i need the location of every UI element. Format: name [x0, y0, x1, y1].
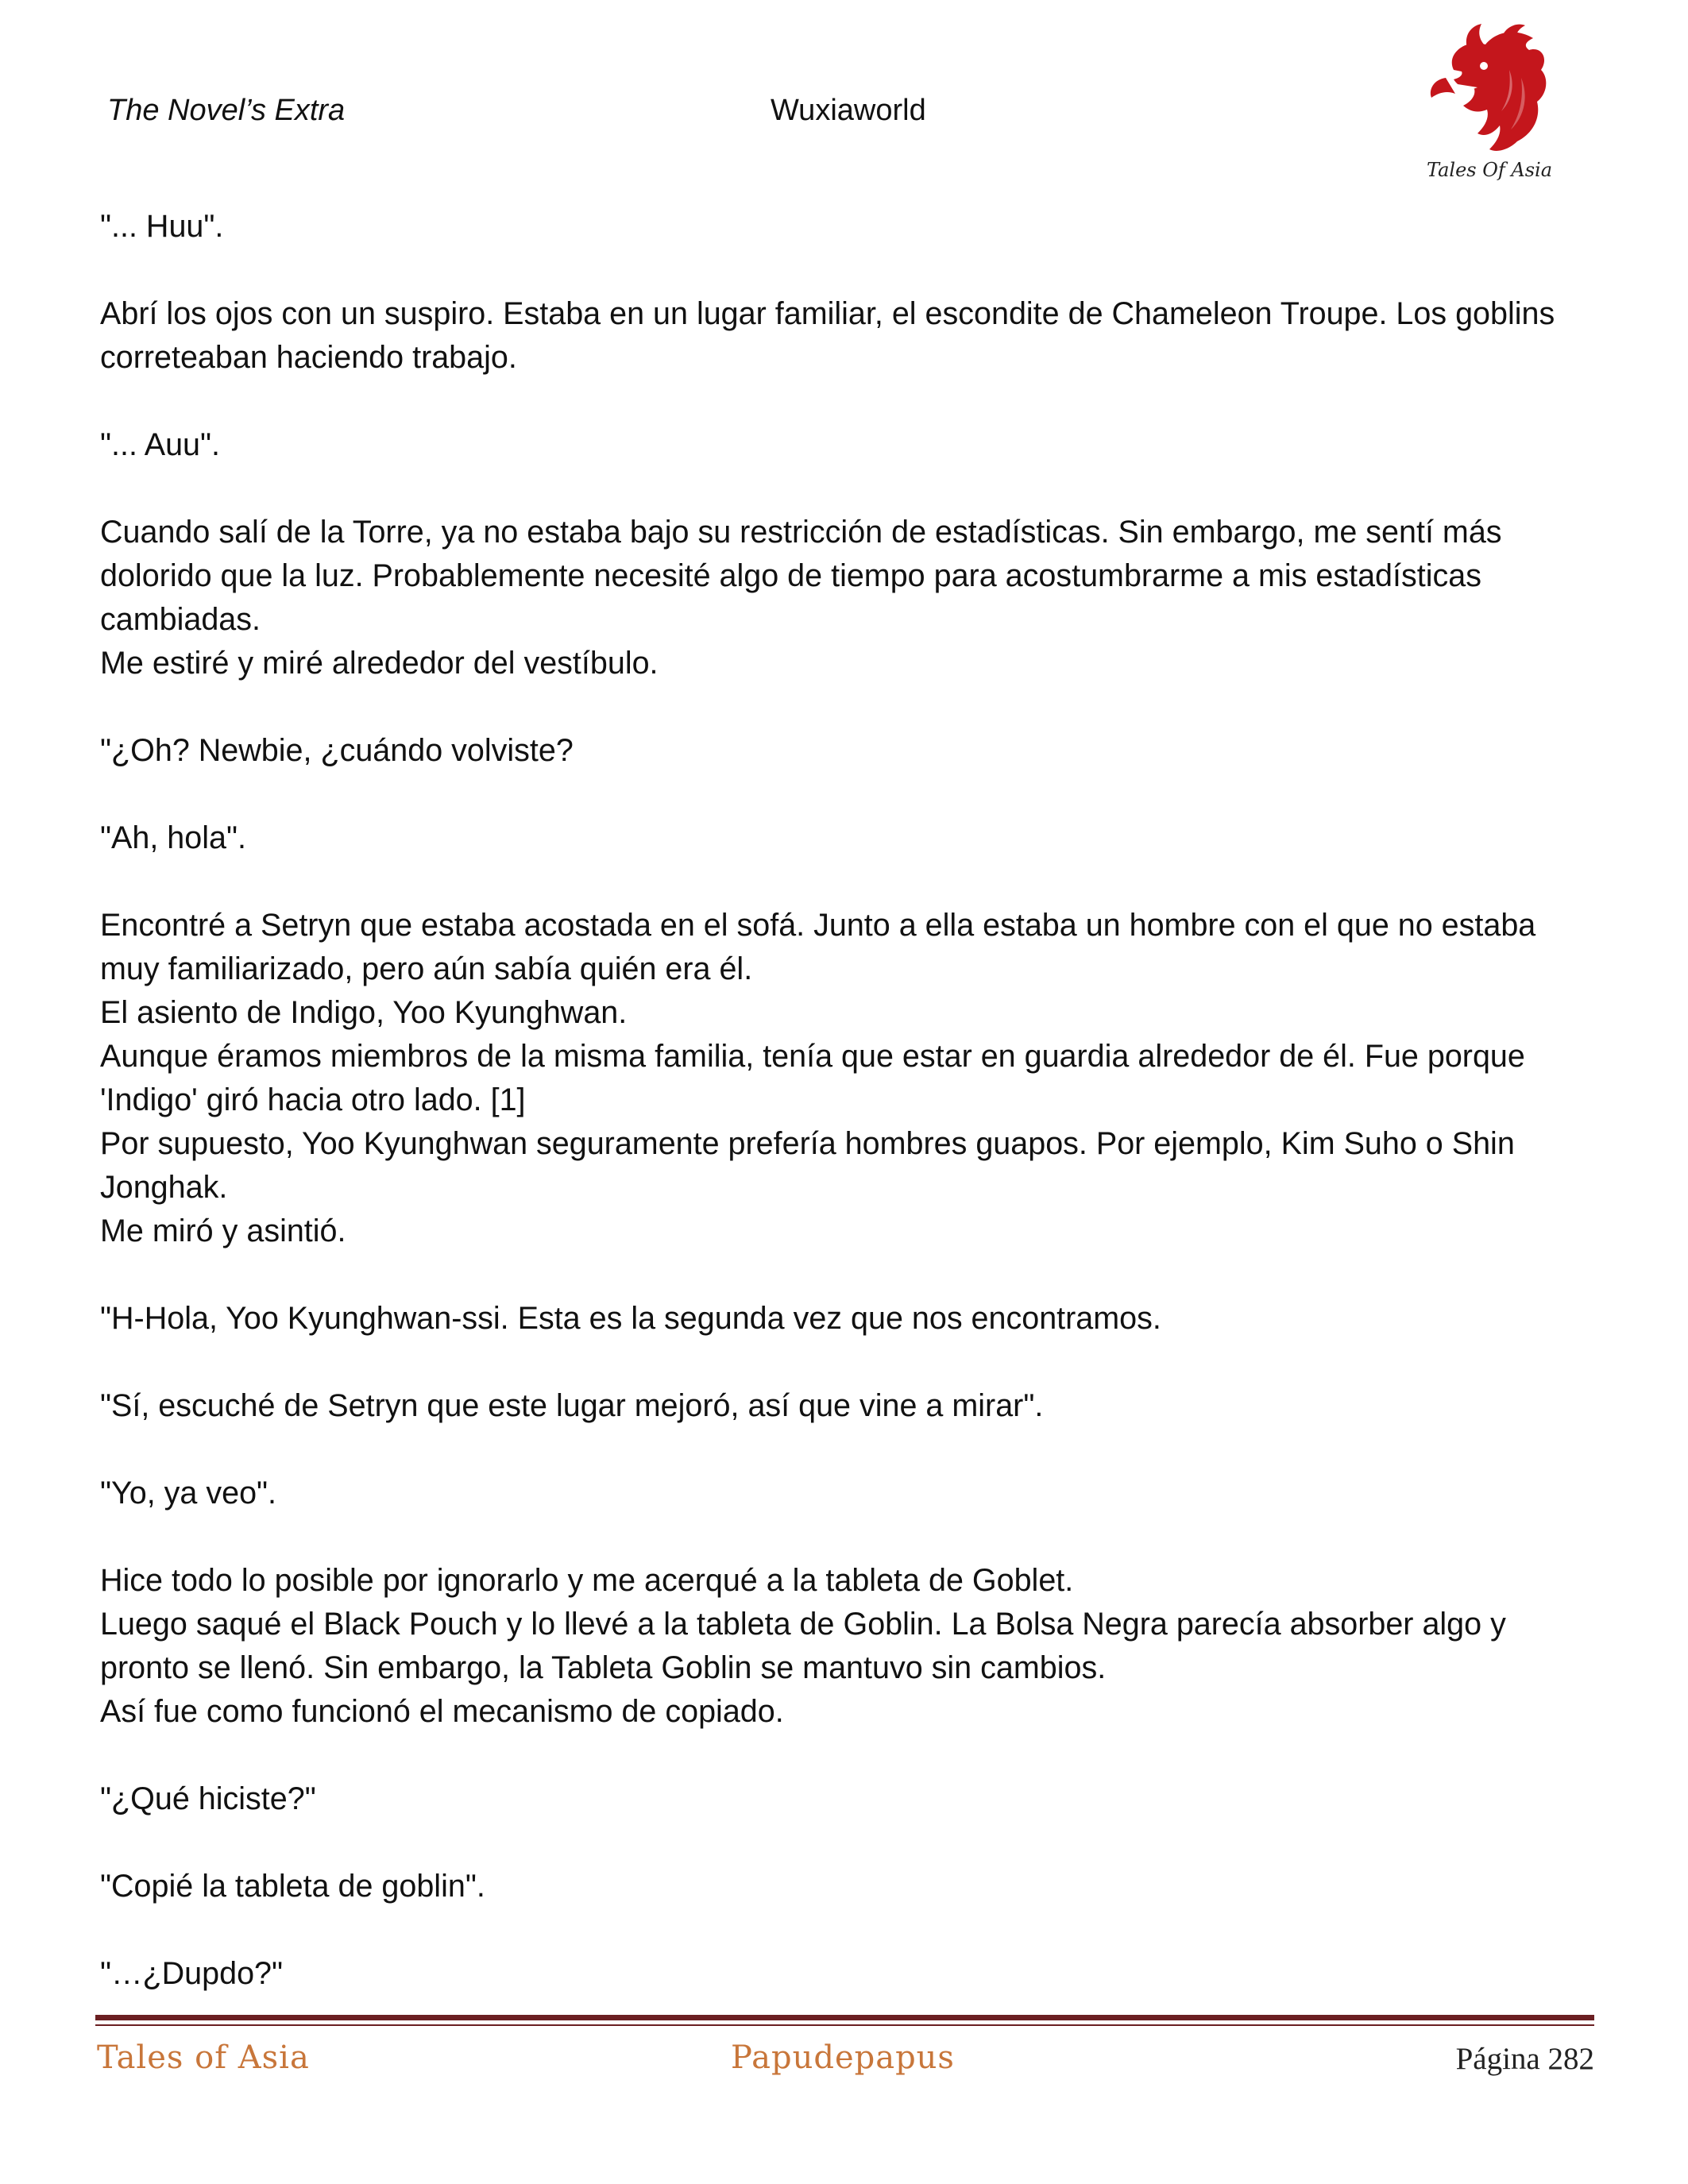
paragraph: Aunque éramos miembros de la misma familia, tenía que estar en guardia alrededor de él. Fue porque 'Indigo' giró hacia otro lado. [1]	[100, 1039, 1525, 1117]
footer-translator: Papudepapus	[731, 2039, 955, 2076]
tales-of-asia-logo	[1422, 22, 1557, 189]
page-header	[0, 0, 1688, 199]
logo-text: Tales Of Asia	[1426, 159, 1553, 181]
paragraph: "…¿Dupdo?"	[100, 1956, 284, 1991]
paragraph: "Ah, hola".	[100, 820, 246, 855]
paragraph: "... Huu".	[100, 209, 224, 244]
book-title: The Novel’s Extra	[107, 94, 346, 127]
paragraph: "H-Hola, Yoo Kyunghwan-ssi. Esta es la segunda vez que nos encontramos.	[100, 1301, 1161, 1336]
paragraph: Cuando salí de la Torre, ya no estaba bajo su restricción de estadísticas. Sin embargo, me sentí más dolorido que la luz. Probablemente necesité algo de tiempo para acostumbrarme a mis estadísticas cambiadas.	[100, 515, 1502, 637]
paragraph: Me miró y asintió.	[100, 1214, 346, 1248]
chapter-text	[100, 205, 1593, 1996]
paragraph: Así fue como funcionó el mecanismo de copiado.	[100, 1694, 784, 1729]
paragraph: "Copié la tableta de goblin".	[100, 1869, 485, 1904]
paragraph: Me estiré y miré alrededor del vestíbulo.	[100, 646, 659, 681]
paragraph: Hice todo lo posible por ignorarlo y me acerqué a la tableta de Goblet.	[100, 1563, 1074, 1598]
page-number: Página 282	[1455, 2042, 1594, 2076]
paragraph: "Sí, escuché de Setryn que este lugar mejoró, así que vine a mirar".	[100, 1388, 1044, 1423]
paragraph: Luego saqué el Black Pouch y lo llevé a la tableta de Goblin. La Bolsa Negra parecía absorber algo y pronto se llenó. Sin embargo, la Tableta Goblin se mantuvo sin cambios.	[100, 1607, 1506, 1685]
paragraph: El asiento de Indigo, Yoo Kyunghwan.	[100, 995, 628, 1030]
red-dragon-icon	[1422, 22, 1557, 161]
paragraph: "¿Qué hiciste?"	[100, 1781, 316, 1816]
footer-rule	[95, 2015, 1594, 2020]
paragraph: Abrí los ojos con un suspiro. Estaba en un lugar familiar, el escondite de Chameleon Troupe. Los goblins correteaban haciendo trabajo.	[100, 296, 1555, 375]
footer-publisher: Tales of Asia	[97, 2039, 310, 2076]
paragraph: Por supuesto, Yoo Kyunghwan seguramente prefería hombres guapos. Por ejemplo, Kim Suho o Shin Jonghak.	[100, 1126, 1515, 1205]
paragraph: "... Auu".	[100, 427, 221, 462]
footer-rule-thin	[95, 2024, 1594, 2026]
paragraph: "¿Oh? Newbie, ¿cuándo volviste?	[100, 733, 574, 768]
paragraph: "Yo, ya veo".	[100, 1476, 277, 1511]
site-name: Wuxiaworld	[771, 94, 926, 127]
paragraph: Encontré a Setryn que estaba acostada en el sofá. Junto a ella estaba un hombre con el que no estaba muy familiarizado, pero aún sabía quién era él.	[100, 908, 1536, 986]
